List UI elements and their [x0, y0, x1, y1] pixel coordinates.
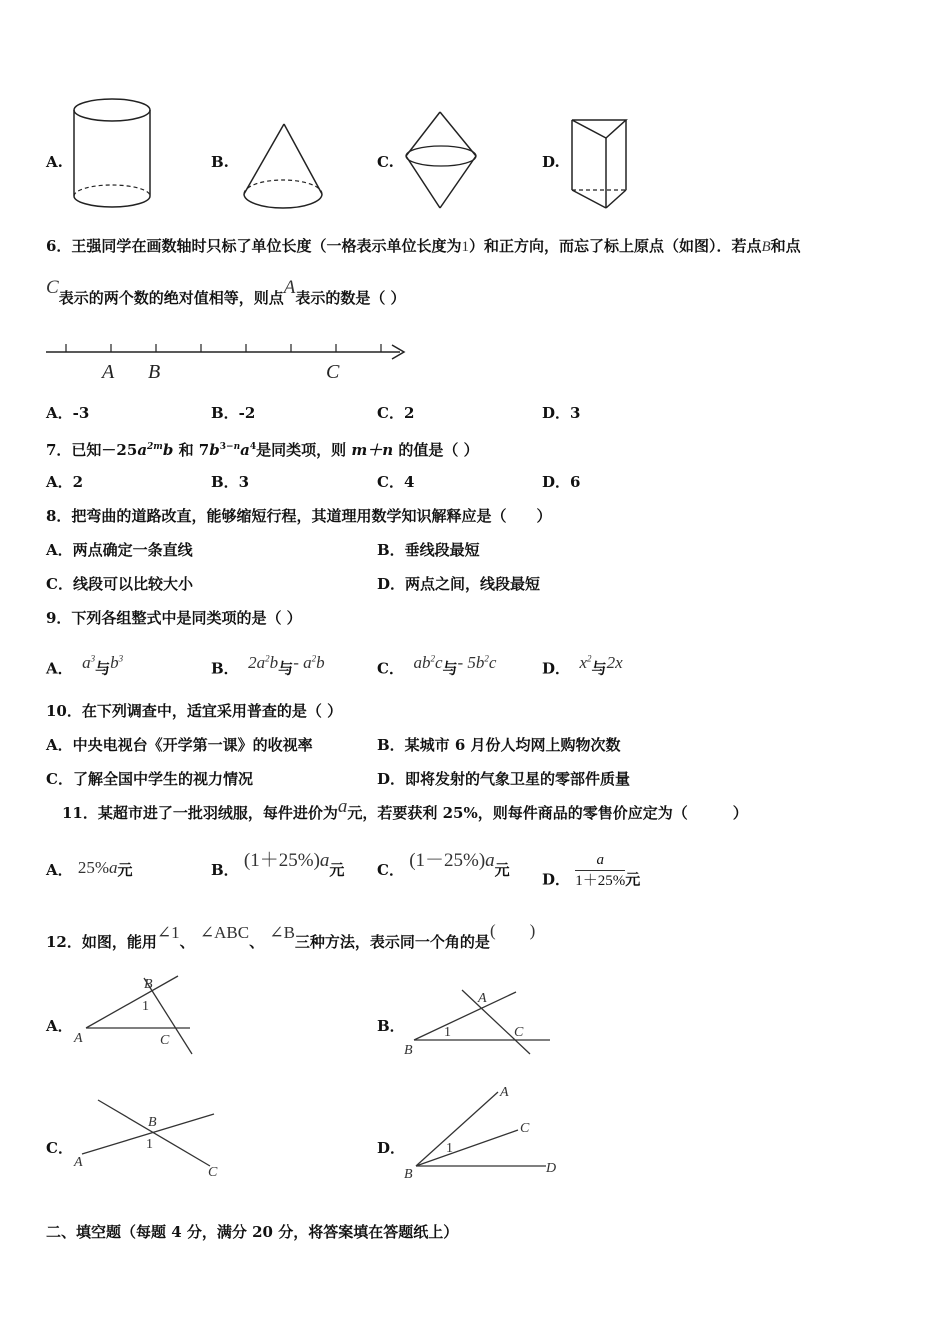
svg-text:C: C — [514, 1025, 524, 1040]
q5-option-c-label: C. — [377, 153, 394, 171]
svg-text:1: 1 — [444, 1025, 451, 1040]
q12-option-b-label[interactable]: B． — [377, 1017, 405, 1035]
svg-text:A: A — [74, 1155, 83, 1170]
q5-option-a-label: A. — [46, 153, 63, 171]
q5-option-b-label: B. — [211, 153, 229, 171]
q12-option-c-label[interactable]: C． — [46, 1139, 73, 1157]
q9-stem: 9．下列各组整式中是同类项的是（ ） — [46, 609, 302, 627]
q11-option-b[interactable]: B． (1＋25%)a元 — [211, 850, 345, 879]
q6-option-c[interactable]: C．2 — [377, 404, 415, 422]
q11-stem: 11．某超市进了一批羽绒服，每件进价为a元，若要获利 25%，则每件商品的零售价应定为（ ） — [62, 796, 748, 822]
svg-text:A: A — [74, 1031, 83, 1046]
q12-option-d-label[interactable]: D． — [377, 1139, 406, 1157]
number-line-figure — [44, 338, 414, 388]
q6-option-b[interactable]: B．-2 — [211, 404, 256, 422]
svg-text:B: B — [144, 977, 153, 992]
q9-option-b[interactable]: B． $2a^2b$与- $a^2b$ — [211, 652, 325, 678]
q11-option-d[interactable]: D． $\frac{a}{1+25\%}$ 元 — [542, 852, 641, 889]
q8-stem: 8．把弯曲的道路改直，能够缩短行程，其道理用数学知识解释应是（ ） — [46, 507, 552, 525]
q12-figure-d — [402, 1078, 572, 1182]
q9-option-c[interactable]: C． $ab^2c$与- $5b^2c$ — [377, 652, 497, 678]
q8-option-a[interactable]: A．两点确定一条直线 — [46, 541, 193, 559]
q6-option-d[interactable]: D．3 — [542, 404, 581, 422]
q9-option-a[interactable]: A． $a^3$与$b^3$ — [46, 652, 124, 678]
axis-label-a: A — [102, 361, 115, 383]
q12-figure-c — [72, 1096, 232, 1182]
svg-text:C: C — [520, 1121, 530, 1136]
svg-text:C: C — [160, 1033, 170, 1048]
q7-option-b[interactable]: B．3 — [211, 473, 250, 491]
double-cone-icon — [400, 108, 484, 218]
q8-option-d[interactable]: D．两点之间，线段最短 — [377, 575, 541, 593]
svg-text:C: C — [208, 1165, 218, 1180]
q10-option-d[interactable]: D．即将发射的气象卫星的零部件质量 — [377, 770, 631, 788]
svg-text:B: B — [148, 1115, 157, 1130]
svg-text:A: A — [478, 991, 487, 1006]
svg-text:1: 1 — [142, 999, 149, 1014]
q12-stem: 12．如图，能用∠1、 ∠ABC、 ∠B三种方法，表示同一个角的是( ) — [46, 921, 536, 951]
q6-option-a[interactable]: A．-3 — [46, 404, 90, 422]
svg-text:1: 1 — [446, 1141, 453, 1156]
q11-option-c[interactable]: C． (1－25%)a元 — [377, 850, 510, 879]
q6-stem-line1: 6．王强同学在画数轴时只标了单位长度（一格表示单位长度为1）和正方向，而忘了标上原点（如图）．若点B和点 — [46, 237, 801, 255]
q12-option-a-label[interactable]: A． — [46, 1017, 73, 1035]
section-2-title: 二、填空题（每题 4 分，满分 20 分，将答案填在答题纸上） — [46, 1223, 459, 1241]
cone-icon — [238, 120, 328, 215]
q8-option-c[interactable]: C．线段可以比较大小 — [46, 575, 193, 593]
svg-text:D: D — [546, 1161, 557, 1176]
q6-stem-line2: C表示的两个数的绝对值相等，则点A表示的数是（ ） — [46, 277, 406, 307]
axis-label-b: B — [148, 361, 161, 383]
q10-stem: 10．在下列调查中，适宜采用普查的是（ ） — [46, 702, 343, 720]
prism-icon — [566, 110, 636, 212]
q7-option-c[interactable]: C．4 — [377, 473, 415, 491]
q10-option-c[interactable]: C．了解全国中学生的视力情况 — [46, 770, 253, 788]
svg-text:B: B — [404, 1167, 413, 1182]
q11-option-a[interactable]: A． 25%a元 — [46, 858, 133, 879]
q12-figure-a — [72, 970, 202, 1060]
q7-option-d[interactable]: D．6 — [542, 473, 581, 491]
svg-text:A: A — [500, 1085, 509, 1100]
q7-stem: 7．已知$-25a^{2m}b$ 和 $7b^{3-n}a^4$是同类项，则 m＋n 的值是（ ） — [46, 441, 479, 459]
svg-text:1: 1 — [146, 1137, 153, 1152]
q10-option-a[interactable]: A．中央电视台《开学第一课》的收视率 — [46, 736, 313, 754]
axis-label-c: C — [326, 361, 340, 383]
q7-option-a[interactable]: A．2 — [46, 473, 84, 491]
q10-option-b[interactable]: B．某城市 6 月份人均网上购物次数 — [377, 736, 621, 754]
q5-option-d-label: D. — [542, 153, 560, 171]
q12-figure-b — [402, 984, 562, 1060]
cylinder-icon — [68, 96, 160, 214]
svg-text:B: B — [404, 1043, 413, 1058]
q9-option-d[interactable]: D． $x^2$与2x — [542, 652, 623, 678]
q8-option-b[interactable]: B．垂线段最短 — [377, 541, 480, 559]
